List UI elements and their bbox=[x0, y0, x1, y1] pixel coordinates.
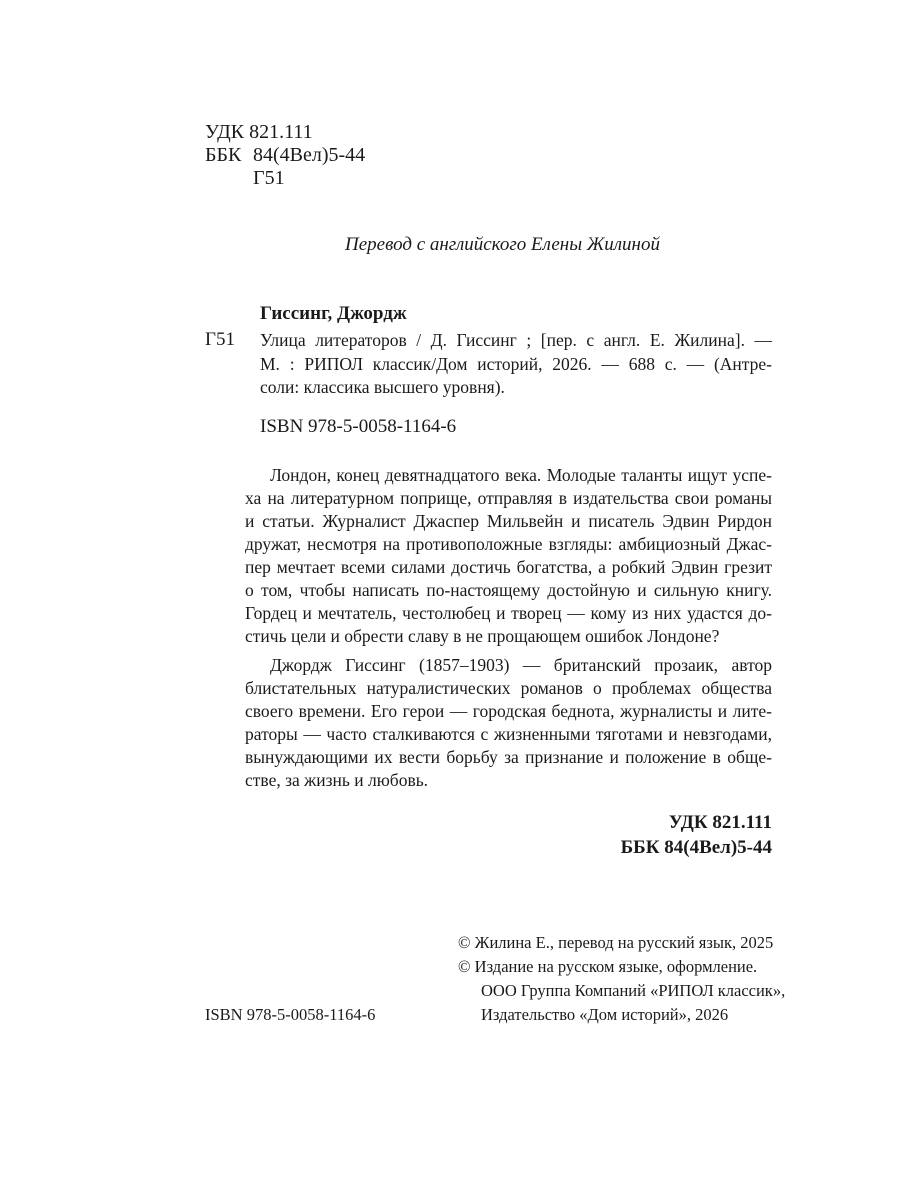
bibliographic-line: Улица литераторов / Д. Гиссинг ; [пер. с англ. Е. Жилина]. — bbox=[260, 330, 772, 350]
annotation-line: блистательных натуралистических романов о проблемах общества bbox=[245, 678, 772, 698]
annotation-line: Джордж Гиссинг (1857–1903) — британский прозаик, автор bbox=[270, 655, 772, 675]
copyright-line: Издательство «Дом историй», 2026 bbox=[481, 1005, 729, 1024]
annotation-line: Гордец и мечтатель, честолюбец и творец — кому из них удастся до- bbox=[245, 603, 772, 623]
bbk-code: 84(4Вел)5-44 bbox=[253, 144, 366, 166]
annotation-line: ха на литературном поприще, отправляя в издательства свои романы bbox=[245, 488, 772, 508]
translation-note: Перевод с английского Елены Жилиной bbox=[345, 234, 660, 255]
bbk-label: ББК bbox=[205, 144, 242, 166]
annotation-line: вынуждающими их вести борьбу за признание и положение в обще- bbox=[245, 747, 772, 767]
copyright-line: ООО Группа Компаний «РИПОЛ классик», bbox=[481, 981, 786, 1000]
annotation-line: раторы — часто сталкиваются с жизненными тяготами и невзгодами, bbox=[245, 724, 772, 744]
annotation-line: и статьи. Журналист Джаспер Мильвейн и писатель Эдвин Рирдон bbox=[245, 511, 772, 531]
udk-code: УДК 821.111 bbox=[205, 121, 313, 143]
annotation-line: пер мечтает всеми силами достичь богатства, а робкий Эдвин грезит bbox=[245, 557, 772, 577]
annotation-line: стве, за жизнь и любовь. bbox=[245, 770, 429, 790]
bibliographic-line: соли: классика высшего уровня). bbox=[260, 377, 505, 397]
footer-bbk: ББК 84(4Вел)5-44 bbox=[620, 837, 772, 858]
footer-udk: УДК 821.111 bbox=[668, 812, 772, 833]
annotation-line: дружат, несмотря на противоположные взгляды: амбициозный Джас- bbox=[245, 534, 772, 554]
bibliographic-mark: Г51 bbox=[205, 329, 235, 350]
annotation-line: своего времени. Его герои — городская беднота, журналисты и лите- bbox=[245, 701, 772, 721]
bibliographic-line: М. : РИПОЛ классик/Дом историй, 2026. — 688 с. — (Антре- bbox=[260, 354, 772, 374]
isbn-record: ISBN 978-5-0058-1164-6 bbox=[260, 416, 457, 437]
copyright-line: © Жилина Е., перевод на русский язык, 2025 bbox=[458, 933, 774, 952]
annotation-line: Лондон, конец девятнадцатого века. Молодые таланты ищут успе- bbox=[270, 465, 772, 485]
author-mark: Г51 bbox=[253, 167, 285, 189]
footer-isbn: ISBN 978-5-0058-1164-6 bbox=[205, 1005, 376, 1024]
copyright-line: © Издание на русском языке, оформление. bbox=[458, 957, 758, 976]
annotation-line: о том, чтобы написать по-настоящему достойную и сильную книгу. bbox=[245, 580, 772, 600]
annotation-line: стичь цели и обрести славу в не прощающем ошибок Лондоне? bbox=[245, 626, 720, 646]
book-author: Гиссинг, Джордж bbox=[260, 303, 407, 324]
